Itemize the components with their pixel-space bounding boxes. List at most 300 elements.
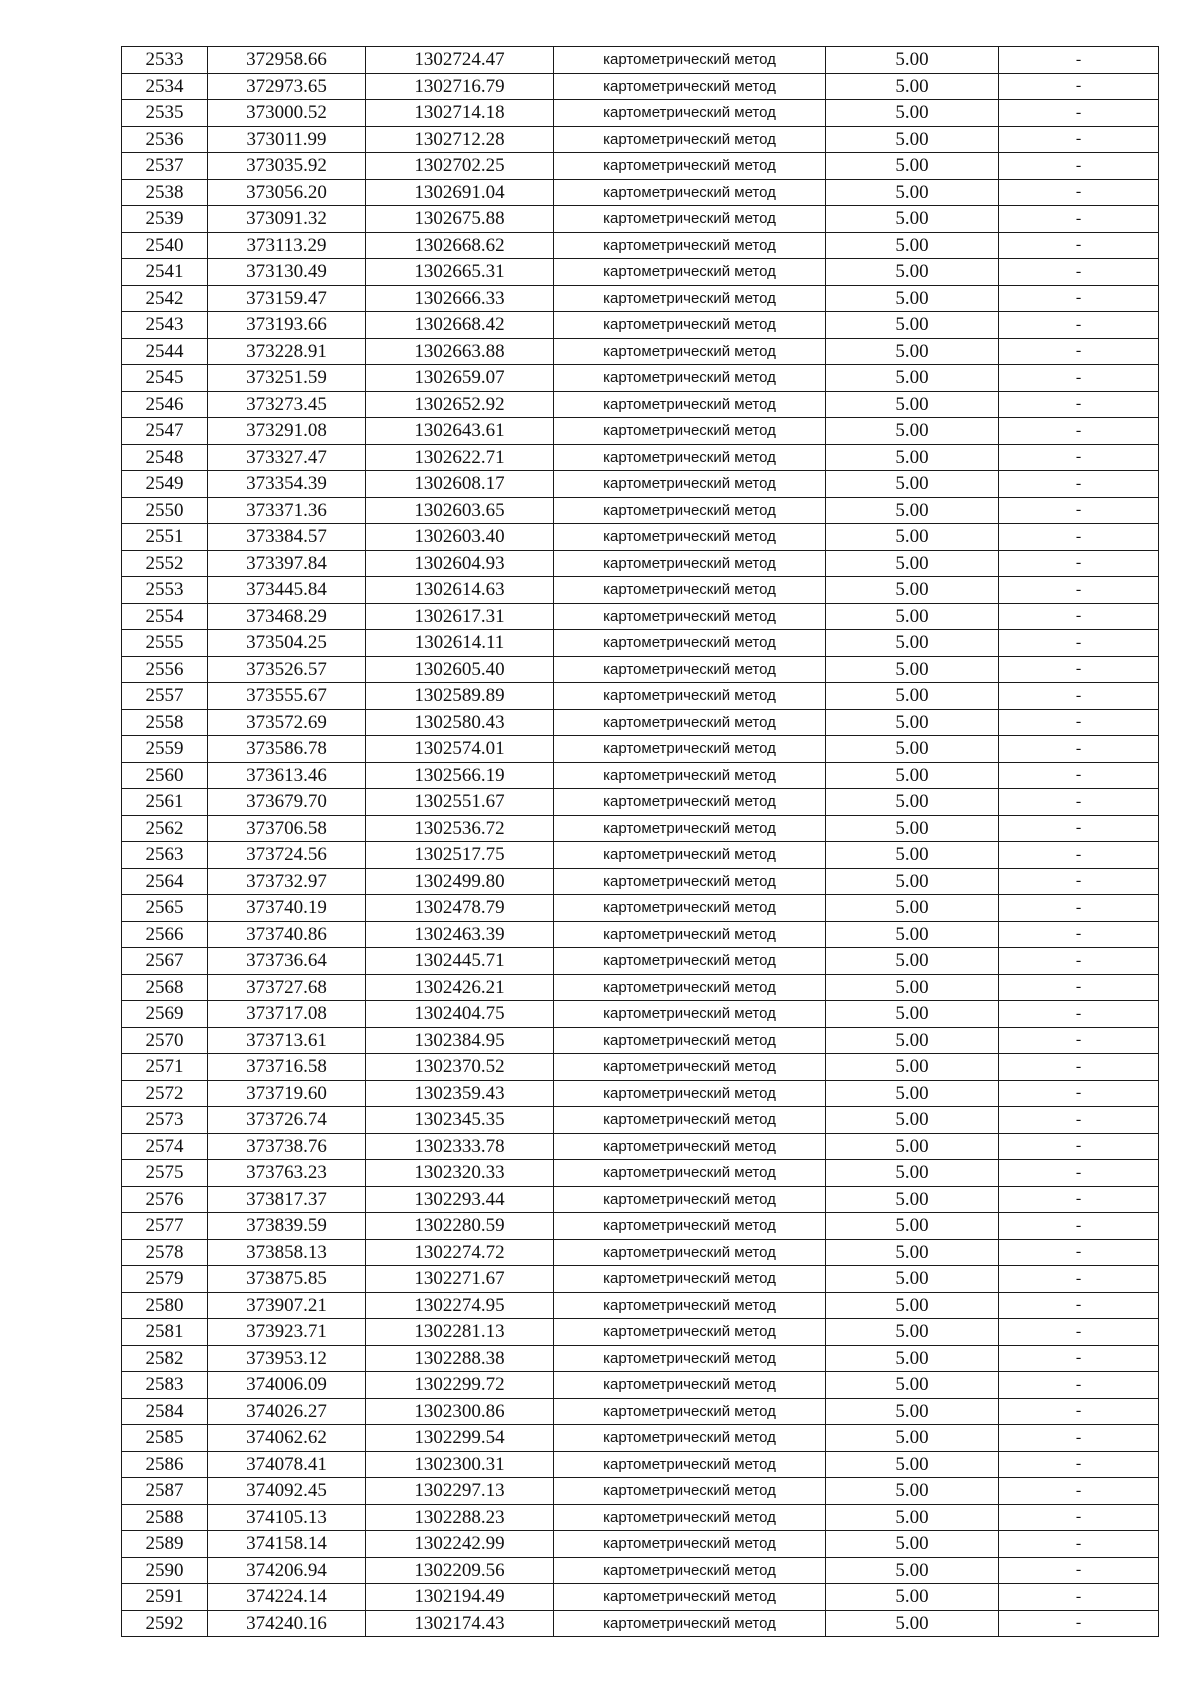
accuracy-cell: 5.00 — [826, 789, 999, 816]
table-row — [122, 365, 1159, 392]
y-coordinate-cell: 1302702.25 — [366, 153, 554, 180]
method-cell: картометрический метод — [554, 1239, 826, 1266]
note-cell: - — [999, 1531, 1159, 1558]
note-cell: - — [999, 1266, 1159, 1293]
point-number-cell: 2588 — [122, 1504, 208, 1531]
method-cell: картометрический метод — [554, 73, 826, 100]
method-cell: картометрический метод — [554, 418, 826, 445]
point-number-cell: 2547 — [122, 418, 208, 445]
point-number-cell: 2550 — [122, 497, 208, 524]
table-row — [122, 550, 1159, 577]
table-row — [122, 1478, 1159, 1505]
point-number-cell: 2576 — [122, 1186, 208, 1213]
note-cell: - — [999, 1186, 1159, 1213]
table-row — [122, 126, 1159, 153]
method-cell: картометрический метод — [554, 868, 826, 895]
x-coordinate-cell: 374092.45 — [208, 1478, 366, 1505]
note-cell: - — [999, 656, 1159, 683]
y-coordinate-cell: 1302617.31 — [366, 603, 554, 630]
y-coordinate-cell: 1302691.04 — [366, 179, 554, 206]
table-row — [122, 1372, 1159, 1399]
accuracy-cell: 5.00 — [826, 683, 999, 710]
point-number-cell: 2544 — [122, 338, 208, 365]
table-row — [122, 789, 1159, 816]
accuracy-cell: 5.00 — [826, 1319, 999, 1346]
table-row — [122, 948, 1159, 975]
method-cell: картометрический метод — [554, 1531, 826, 1558]
method-cell: картометрический метод — [554, 603, 826, 630]
x-coordinate-cell: 373839.59 — [208, 1213, 366, 1240]
x-coordinate-cell: 373717.08 — [208, 1001, 366, 1028]
coordinates-table — [121, 46, 1159, 1637]
method-cell: картометрический метод — [554, 1398, 826, 1425]
accuracy-cell: 5.00 — [826, 1531, 999, 1558]
accuracy-cell: 5.00 — [826, 1213, 999, 1240]
x-coordinate-cell: 374105.13 — [208, 1504, 366, 1531]
x-coordinate-cell: 373726.74 — [208, 1107, 366, 1134]
method-cell: картометрический метод — [554, 153, 826, 180]
point-number-cell: 2585 — [122, 1425, 208, 1452]
table-row — [122, 1531, 1159, 1558]
x-coordinate-cell: 373371.36 — [208, 497, 366, 524]
method-cell: картометрический метод — [554, 1133, 826, 1160]
note-cell: - — [999, 1504, 1159, 1531]
x-coordinate-cell: 373526.57 — [208, 656, 366, 683]
accuracy-cell: 5.00 — [826, 603, 999, 630]
y-coordinate-cell: 1302536.72 — [366, 815, 554, 842]
point-number-cell: 2557 — [122, 683, 208, 710]
method-cell: картометрический метод — [554, 974, 826, 1001]
point-number-cell: 2581 — [122, 1319, 208, 1346]
point-number-cell: 2575 — [122, 1160, 208, 1187]
point-number-cell: 2543 — [122, 312, 208, 339]
y-coordinate-cell: 1302288.38 — [366, 1345, 554, 1372]
note-cell: - — [999, 1292, 1159, 1319]
note-cell: - — [999, 736, 1159, 763]
x-coordinate-cell: 374224.14 — [208, 1584, 366, 1611]
note-cell: - — [999, 1027, 1159, 1054]
y-coordinate-cell: 1302274.95 — [366, 1292, 554, 1319]
note-cell: - — [999, 444, 1159, 471]
point-number-cell: 2587 — [122, 1478, 208, 1505]
method-cell: картометрический метод — [554, 1080, 826, 1107]
y-coordinate-cell: 1302281.13 — [366, 1319, 554, 1346]
accuracy-cell: 5.00 — [826, 73, 999, 100]
method-cell: картометрический метод — [554, 1345, 826, 1372]
method-cell: картометрический метод — [554, 1027, 826, 1054]
note-cell: - — [999, 1610, 1159, 1637]
accuracy-cell: 5.00 — [826, 577, 999, 604]
table-row — [122, 524, 1159, 551]
y-coordinate-cell: 1302404.75 — [366, 1001, 554, 1028]
x-coordinate-cell: 373397.84 — [208, 550, 366, 577]
accuracy-cell: 5.00 — [826, 1425, 999, 1452]
method-cell: картометрический метод — [554, 736, 826, 763]
accuracy-cell: 5.00 — [826, 206, 999, 233]
table-row — [122, 1186, 1159, 1213]
method-cell: картометрический метод — [554, 1610, 826, 1637]
table-row — [122, 842, 1159, 869]
point-number-cell: 2538 — [122, 179, 208, 206]
note-cell: - — [999, 100, 1159, 127]
x-coordinate-cell: 373719.60 — [208, 1080, 366, 1107]
x-coordinate-cell: 373732.97 — [208, 868, 366, 895]
table-row — [122, 656, 1159, 683]
point-number-cell: 2566 — [122, 921, 208, 948]
accuracy-cell: 5.00 — [826, 736, 999, 763]
table-row — [122, 1345, 1159, 1372]
table-row — [122, 100, 1159, 127]
note-cell: - — [999, 232, 1159, 259]
x-coordinate-cell: 373586.78 — [208, 736, 366, 763]
note-cell: - — [999, 1557, 1159, 1584]
method-cell: картометрический метод — [554, 1504, 826, 1531]
note-cell: - — [999, 1584, 1159, 1611]
point-number-cell: 2560 — [122, 762, 208, 789]
point-number-cell: 2541 — [122, 259, 208, 286]
note-cell: - — [999, 391, 1159, 418]
table-row — [122, 577, 1159, 604]
x-coordinate-cell: 373738.76 — [208, 1133, 366, 1160]
table-row — [122, 1001, 1159, 1028]
point-number-cell: 2553 — [122, 577, 208, 604]
note-cell: - — [999, 1372, 1159, 1399]
y-coordinate-cell: 1302668.42 — [366, 312, 554, 339]
y-coordinate-cell: 1302614.11 — [366, 630, 554, 657]
note-cell: - — [999, 338, 1159, 365]
table-row — [122, 762, 1159, 789]
table-row — [122, 391, 1159, 418]
table-row — [122, 683, 1159, 710]
table-row — [122, 868, 1159, 895]
note-cell: - — [999, 1080, 1159, 1107]
method-cell: картометрический метод — [554, 550, 826, 577]
point-number-cell: 2571 — [122, 1054, 208, 1081]
y-coordinate-cell: 1302666.33 — [366, 285, 554, 312]
point-number-cell: 2536 — [122, 126, 208, 153]
y-coordinate-cell: 1302652.92 — [366, 391, 554, 418]
method-cell: картометрический метод — [554, 47, 826, 74]
accuracy-cell: 5.00 — [826, 338, 999, 365]
y-coordinate-cell: 1302608.17 — [366, 471, 554, 498]
accuracy-cell: 5.00 — [826, 47, 999, 74]
point-number-cell: 2583 — [122, 1372, 208, 1399]
table-row — [122, 1584, 1159, 1611]
accuracy-cell: 5.00 — [826, 868, 999, 895]
note-cell: - — [999, 1001, 1159, 1028]
x-coordinate-cell: 373327.47 — [208, 444, 366, 471]
accuracy-cell: 5.00 — [826, 1027, 999, 1054]
note-cell: - — [999, 842, 1159, 869]
method-cell: картометрический метод — [554, 683, 826, 710]
x-coordinate-cell: 373923.71 — [208, 1319, 366, 1346]
table-row — [122, 471, 1159, 498]
point-number-cell: 2573 — [122, 1107, 208, 1134]
y-coordinate-cell: 1302663.88 — [366, 338, 554, 365]
note-cell: - — [999, 1451, 1159, 1478]
y-coordinate-cell: 1302675.88 — [366, 206, 554, 233]
x-coordinate-cell: 373113.29 — [208, 232, 366, 259]
y-coordinate-cell: 1302622.71 — [366, 444, 554, 471]
x-coordinate-cell: 373384.57 — [208, 524, 366, 551]
table-row — [122, 1213, 1159, 1240]
accuracy-cell: 5.00 — [826, 709, 999, 736]
accuracy-cell: 5.00 — [826, 656, 999, 683]
table-row — [122, 709, 1159, 736]
accuracy-cell: 5.00 — [826, 762, 999, 789]
x-coordinate-cell: 373000.52 — [208, 100, 366, 127]
note-cell: - — [999, 974, 1159, 1001]
x-coordinate-cell: 374062.62 — [208, 1425, 366, 1452]
note-cell: - — [999, 179, 1159, 206]
x-coordinate-cell: 372958.66 — [208, 47, 366, 74]
accuracy-cell: 5.00 — [826, 444, 999, 471]
accuracy-cell: 5.00 — [826, 391, 999, 418]
x-coordinate-cell: 373572.69 — [208, 709, 366, 736]
table-row — [122, 497, 1159, 524]
y-coordinate-cell: 1302271.67 — [366, 1266, 554, 1293]
accuracy-cell: 5.00 — [826, 312, 999, 339]
point-number-cell: 2556 — [122, 656, 208, 683]
y-coordinate-cell: 1302370.52 — [366, 1054, 554, 1081]
point-number-cell: 2548 — [122, 444, 208, 471]
method-cell: картометрический метод — [554, 948, 826, 975]
y-coordinate-cell: 1302174.43 — [366, 1610, 554, 1637]
method-cell: картометрический метод — [554, 206, 826, 233]
method-cell: картометрический метод — [554, 895, 826, 922]
point-number-cell: 2554 — [122, 603, 208, 630]
point-number-cell: 2565 — [122, 895, 208, 922]
x-coordinate-cell: 372973.65 — [208, 73, 366, 100]
y-coordinate-cell: 1302242.99 — [366, 1531, 554, 1558]
note-cell: - — [999, 1054, 1159, 1081]
note-cell: - — [999, 1213, 1159, 1240]
point-number-cell: 2540 — [122, 232, 208, 259]
point-number-cell: 2577 — [122, 1213, 208, 1240]
point-number-cell: 2563 — [122, 842, 208, 869]
method-cell: картометрический метод — [554, 444, 826, 471]
x-coordinate-cell: 373193.66 — [208, 312, 366, 339]
accuracy-cell: 5.00 — [826, 948, 999, 975]
method-cell: картометрический метод — [554, 391, 826, 418]
method-cell: картометрический метод — [554, 1213, 826, 1240]
method-cell: картометрический метод — [554, 1372, 826, 1399]
x-coordinate-cell: 373504.25 — [208, 630, 366, 657]
x-coordinate-cell: 374240.16 — [208, 1610, 366, 1637]
x-coordinate-cell: 373679.70 — [208, 789, 366, 816]
accuracy-cell: 5.00 — [826, 1292, 999, 1319]
x-coordinate-cell: 373724.56 — [208, 842, 366, 869]
x-coordinate-cell: 373130.49 — [208, 259, 366, 286]
point-number-cell: 2542 — [122, 285, 208, 312]
method-cell: картометрический метод — [554, 126, 826, 153]
y-coordinate-cell: 1302605.40 — [366, 656, 554, 683]
note-cell: - — [999, 73, 1159, 100]
method-cell: картометрический метод — [554, 497, 826, 524]
accuracy-cell: 5.00 — [826, 842, 999, 869]
y-coordinate-cell: 1302426.21 — [366, 974, 554, 1001]
method-cell: картометрический метод — [554, 709, 826, 736]
y-coordinate-cell: 1302566.19 — [366, 762, 554, 789]
note-cell: - — [999, 365, 1159, 392]
note-cell: - — [999, 868, 1159, 895]
x-coordinate-cell: 373251.59 — [208, 365, 366, 392]
accuracy-cell: 5.00 — [826, 895, 999, 922]
point-number-cell: 2574 — [122, 1133, 208, 1160]
table-row — [122, 179, 1159, 206]
table-row — [122, 73, 1159, 100]
y-coordinate-cell: 1302299.72 — [366, 1372, 554, 1399]
point-number-cell: 2582 — [122, 1345, 208, 1372]
method-cell: картометрический метод — [554, 100, 826, 127]
method-cell: картометрический метод — [554, 815, 826, 842]
y-coordinate-cell: 1302299.54 — [366, 1425, 554, 1452]
x-coordinate-cell: 373740.19 — [208, 895, 366, 922]
table-row — [122, 1054, 1159, 1081]
table-row — [122, 815, 1159, 842]
accuracy-cell: 5.00 — [826, 1266, 999, 1293]
x-coordinate-cell: 374026.27 — [208, 1398, 366, 1425]
y-coordinate-cell: 1302384.95 — [366, 1027, 554, 1054]
note-cell: - — [999, 524, 1159, 551]
point-number-cell: 2537 — [122, 153, 208, 180]
note-cell: - — [999, 683, 1159, 710]
point-number-cell: 2534 — [122, 73, 208, 100]
accuracy-cell: 5.00 — [826, 1186, 999, 1213]
point-number-cell: 2579 — [122, 1266, 208, 1293]
y-coordinate-cell: 1302293.44 — [366, 1186, 554, 1213]
table-row — [122, 603, 1159, 630]
y-coordinate-cell: 1302724.47 — [366, 47, 554, 74]
method-cell: картометрический метод — [554, 1425, 826, 1452]
point-number-cell: 2558 — [122, 709, 208, 736]
note-cell: - — [999, 550, 1159, 577]
note-cell: - — [999, 285, 1159, 312]
x-coordinate-cell: 373354.39 — [208, 471, 366, 498]
note-cell: - — [999, 1133, 1159, 1160]
accuracy-cell: 5.00 — [826, 1239, 999, 1266]
accuracy-cell: 5.00 — [826, 497, 999, 524]
point-number-cell: 2555 — [122, 630, 208, 657]
x-coordinate-cell: 373011.99 — [208, 126, 366, 153]
method-cell: картометрический метод — [554, 1186, 826, 1213]
table-row — [122, 1133, 1159, 1160]
table-row — [122, 1080, 1159, 1107]
point-number-cell: 2549 — [122, 471, 208, 498]
y-coordinate-cell: 1302288.23 — [366, 1504, 554, 1531]
accuracy-cell: 5.00 — [826, 471, 999, 498]
method-cell: картометрический метод — [554, 312, 826, 339]
note-cell: - — [999, 126, 1159, 153]
table-row — [122, 1425, 1159, 1452]
point-number-cell: 2580 — [122, 1292, 208, 1319]
point-number-cell: 2567 — [122, 948, 208, 975]
table-row — [122, 1292, 1159, 1319]
x-coordinate-cell: 373555.67 — [208, 683, 366, 710]
point-number-cell: 2584 — [122, 1398, 208, 1425]
note-cell: - — [999, 206, 1159, 233]
y-coordinate-cell: 1302712.28 — [366, 126, 554, 153]
x-coordinate-cell: 373159.47 — [208, 285, 366, 312]
method-cell: картометрический метод — [554, 1054, 826, 1081]
note-cell: - — [999, 1239, 1159, 1266]
accuracy-cell: 5.00 — [826, 1372, 999, 1399]
method-cell: картометрический метод — [554, 179, 826, 206]
table-row — [122, 1160, 1159, 1187]
table-row — [122, 630, 1159, 657]
y-coordinate-cell: 1302517.75 — [366, 842, 554, 869]
y-coordinate-cell: 1302589.89 — [366, 683, 554, 710]
y-coordinate-cell: 1302345.35 — [366, 1107, 554, 1134]
method-cell: картометрический метод — [554, 232, 826, 259]
y-coordinate-cell: 1302665.31 — [366, 259, 554, 286]
table-row — [122, 1398, 1159, 1425]
note-cell: - — [999, 895, 1159, 922]
x-coordinate-cell: 373875.85 — [208, 1266, 366, 1293]
method-cell: картометрический метод — [554, 285, 826, 312]
y-coordinate-cell: 1302445.71 — [366, 948, 554, 975]
note-cell: - — [999, 259, 1159, 286]
note-cell: - — [999, 789, 1159, 816]
point-number-cell: 2561 — [122, 789, 208, 816]
x-coordinate-cell: 374078.41 — [208, 1451, 366, 1478]
method-cell: картометрический метод — [554, 762, 826, 789]
y-coordinate-cell: 1302499.80 — [366, 868, 554, 895]
x-coordinate-cell: 373228.91 — [208, 338, 366, 365]
point-number-cell: 2590 — [122, 1557, 208, 1584]
accuracy-cell: 5.00 — [826, 232, 999, 259]
point-number-cell: 2589 — [122, 1531, 208, 1558]
x-coordinate-cell: 373953.12 — [208, 1345, 366, 1372]
note-cell: - — [999, 471, 1159, 498]
table-row — [122, 1451, 1159, 1478]
x-coordinate-cell: 373706.58 — [208, 815, 366, 842]
accuracy-cell: 5.00 — [826, 259, 999, 286]
table-row — [122, 285, 1159, 312]
accuracy-cell: 5.00 — [826, 1478, 999, 1505]
x-coordinate-cell: 373817.37 — [208, 1186, 366, 1213]
accuracy-cell: 5.00 — [826, 1001, 999, 1028]
y-coordinate-cell: 1302614.63 — [366, 577, 554, 604]
point-number-cell: 2569 — [122, 1001, 208, 1028]
point-number-cell: 2545 — [122, 365, 208, 392]
point-number-cell: 2586 — [122, 1451, 208, 1478]
note-cell: - — [999, 418, 1159, 445]
table-row — [122, 974, 1159, 1001]
accuracy-cell: 5.00 — [826, 1107, 999, 1134]
table-row — [122, 338, 1159, 365]
note-cell: - — [999, 762, 1159, 789]
x-coordinate-cell: 373713.61 — [208, 1027, 366, 1054]
x-coordinate-cell: 373716.58 — [208, 1054, 366, 1081]
accuracy-cell: 5.00 — [826, 126, 999, 153]
point-number-cell: 2592 — [122, 1610, 208, 1637]
method-cell: картометрический метод — [554, 1319, 826, 1346]
method-cell: картометрический метод — [554, 1160, 826, 1187]
y-coordinate-cell: 1302604.93 — [366, 550, 554, 577]
coordinates-table-body — [122, 47, 1159, 1637]
y-coordinate-cell: 1302333.78 — [366, 1133, 554, 1160]
method-cell: картометрический метод — [554, 842, 826, 869]
x-coordinate-cell: 373613.46 — [208, 762, 366, 789]
point-number-cell: 2572 — [122, 1080, 208, 1107]
method-cell: картометрический метод — [554, 365, 826, 392]
method-cell: картометрический метод — [554, 789, 826, 816]
y-coordinate-cell: 1302716.79 — [366, 73, 554, 100]
accuracy-cell: 5.00 — [826, 418, 999, 445]
table-row — [122, 1027, 1159, 1054]
accuracy-cell: 5.00 — [826, 285, 999, 312]
